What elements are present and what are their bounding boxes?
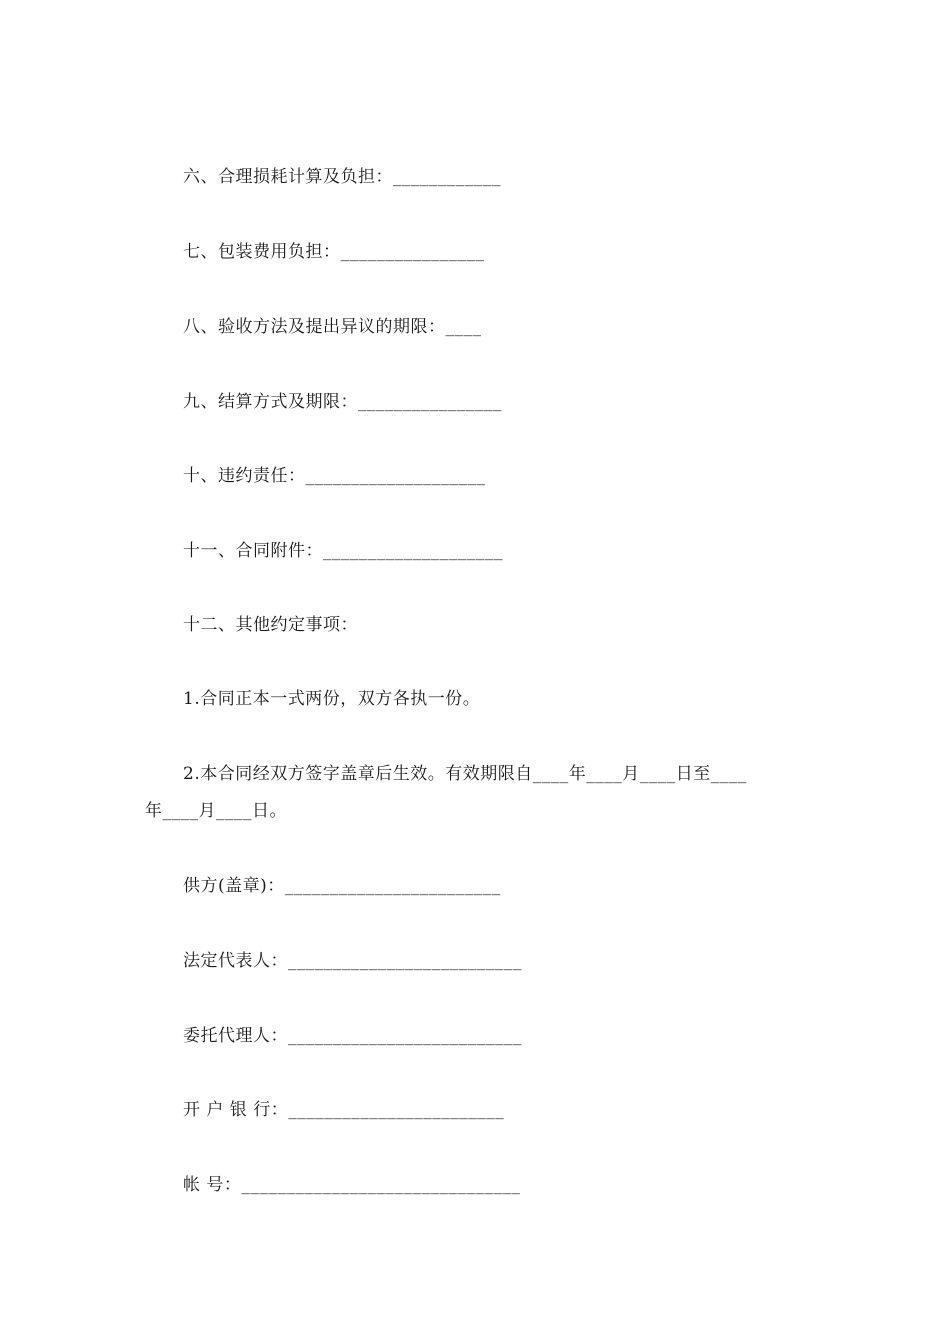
clause-10-breach-liability: 十、违约责任：____________________	[183, 466, 486, 486]
supplier-seal-field: 供方(盖章)：________________________	[183, 876, 501, 896]
account-number-field: 帐 号：_______________________________	[183, 1175, 521, 1195]
clause-7-packaging-cost: 七、包装费用负担：________________	[183, 242, 485, 262]
clause-8-acceptance-method: 八、验收方法及提出异议的期限：____	[183, 317, 482, 337]
clause-11-attachments: 十一、合同附件：____________________	[183, 541, 503, 561]
clause-12-other-matters: 十二、其他约定事项：	[183, 615, 358, 635]
authorized-agent-field: 委托代理人：__________________________	[183, 1026, 522, 1046]
other-matter-2-continued: 年____月____日。	[145, 801, 287, 821]
clause-9-settlement: 九、结算方式及期限：________________	[183, 392, 502, 412]
bank-field: 开 户 银 行：________________________	[183, 1100, 505, 1120]
legal-representative-field: 法定代表人：__________________________	[183, 951, 522, 971]
clause-6-reasonable-loss: 六、合理损耗计算及负担：____________	[183, 167, 501, 187]
other-matter-2: 2.本合同经双方签字盖章后生效。有效期限自____年____月____日至____	[183, 764, 747, 784]
other-matter-1: 1.合同正本一式两份，双方各执一份。	[183, 689, 481, 709]
